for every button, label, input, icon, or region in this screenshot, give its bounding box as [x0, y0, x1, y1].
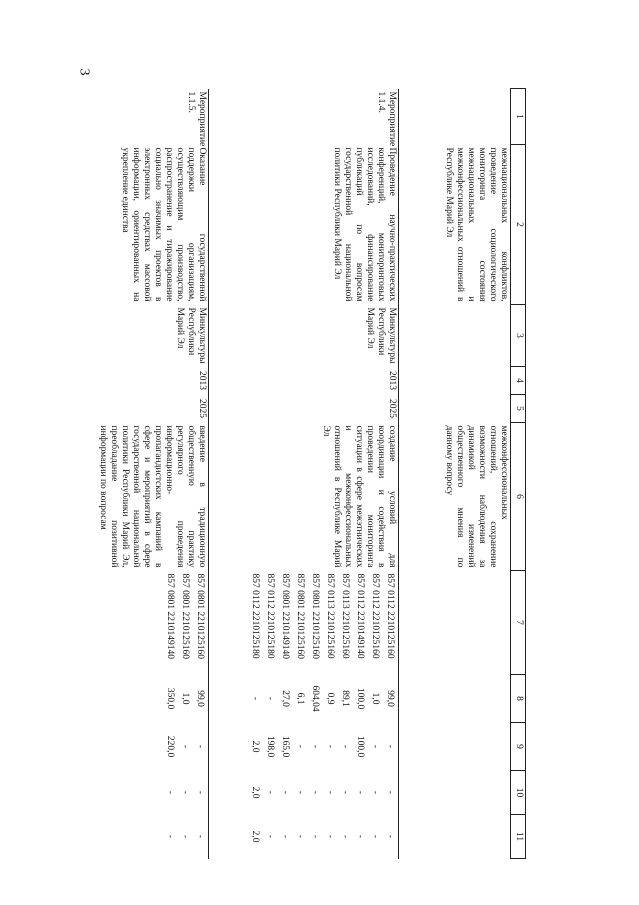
start-year: 2013	[209, 367, 399, 395]
budget-line-c8: 99,0	[195, 690, 205, 707]
measure-description: Проведение научно-практических конференций, мониторинговых исследований, финансирование публикаций по вопросам государственной национальной политики Республики Марий Эл	[209, 145, 399, 305]
budget-line-c8: 6,1	[295, 692, 305, 705]
event-id: Мероприятие 1.1.4.	[209, 89, 399, 145]
amount-col-11	[209, 815, 399, 859]
budget-line-c8: 99,0	[385, 690, 395, 707]
header-col-3: 3	[511, 305, 526, 367]
budget-line-c8: 604,04	[310, 685, 320, 712]
measure-description: Оказание государственной поддержки организациям, осуществляющим производство, распространение и тиражирование социально значимых проектов в электронных средствах массовой информации, ориентированных на укрепление единства	[96, 145, 209, 305]
header-col-8: 8	[511, 675, 526, 723]
header-col-7: 7	[511, 571, 526, 675]
budget-line-code: 857 0801 2210125160	[295, 573, 305, 659]
budget-line-code: 857 0112 2210149140	[355, 573, 365, 659]
amount-col-11	[96, 815, 209, 859]
amount-col-8	[96, 675, 209, 723]
budget-line-c10: -	[340, 790, 350, 795]
event-id: Мероприятие 1.1.5.	[96, 89, 209, 145]
budget-line-c9: -	[340, 744, 350, 749]
budget-line-c11: -	[310, 834, 320, 839]
budget-line-c10: -	[195, 790, 205, 795]
table-row-event-115	[96, 89, 209, 859]
budget-line-code: 857 0113 2210125160	[340, 573, 350, 659]
budget-line-code: 857 0801 2210125160	[180, 573, 190, 659]
budget-table-sheet	[98, 88, 526, 858]
budget-line-c10: -	[180, 790, 190, 795]
budget-line-c10: -	[385, 790, 395, 795]
budget-line-c11: -	[195, 834, 205, 839]
budget-line-code: 857 0112 2210125180	[265, 573, 275, 659]
budget-line-c10: -	[295, 790, 305, 795]
budget-line-c9: -	[180, 744, 190, 749]
budget-line-c9: -	[195, 744, 205, 749]
header-col-9: 9	[511, 723, 526, 771]
budget-line-c11: -	[385, 834, 395, 839]
header-col-10: 10	[511, 771, 526, 815]
budget-line-c10: -	[355, 790, 365, 795]
budget-line-code: 857 0801 2210149140	[280, 573, 290, 659]
budget-line-c11: 2,0	[250, 830, 260, 843]
measure-description: межнациональных конфликтов, проведение социологического мониторинга состояния межнациональных и межконфессиональных отношений в Республике Марий Эл	[444, 147, 509, 302]
amount-col-8	[209, 675, 399, 723]
budget-line-c9: -	[370, 744, 380, 749]
end-year: 2025	[209, 395, 399, 423]
budget-line-c9: -	[325, 744, 335, 749]
budget-line-c8: 100,0	[355, 687, 365, 710]
budget-line-c11: -	[370, 834, 380, 839]
amount-col-10	[96, 771, 209, 815]
budget-line-c11: -	[355, 834, 365, 839]
end-year: 2025	[96, 395, 209, 423]
budget-line-c9: -	[310, 744, 320, 749]
budget-line-c9: 2,0	[250, 740, 260, 753]
expected-result: межконфессиональных отношений, сохранение возможности наблюдения за динамикой изменений общественного мнения по данному вопросу	[444, 425, 509, 568]
page-number: 3	[76, 68, 92, 76]
expected-result: введение в традиционную общественную практику регулярного проведения информационно-пропагандистских кампаний в сфере и мероприятий в сфере государственной национальной политики Республики Марий Эл, преобладание позитивной информации по вопросам	[96, 423, 209, 571]
budget-line-c9: -	[385, 744, 395, 749]
budget-line-c10: -	[265, 790, 275, 795]
table-row-event-114	[209, 89, 399, 859]
budget-line-c10: -	[325, 790, 335, 795]
expected-result: создание условий для координации и содействия в проведении мониторинга ситуации в сфере межэтнических и межконфессиональных отношений в Республике Марий Эл	[209, 423, 399, 571]
budget-line-c8: 89,1	[340, 690, 350, 707]
budget-line-code: 857 0801 2210125160	[310, 573, 320, 659]
budget-line-c10: -	[165, 790, 175, 795]
header-col-11: 11	[511, 815, 526, 859]
budget-line-c8: 27,0	[280, 690, 290, 707]
budget-line-c10: 2,0	[250, 786, 260, 799]
budget-codes	[209, 571, 399, 675]
budget-line-c8: 350,0	[165, 687, 175, 710]
budget-line-code: 857 0112 2210125160	[370, 573, 380, 659]
budget-table	[96, 88, 526, 859]
budget-line-c8: 0,9	[325, 692, 335, 705]
budget-line-c8: 1,0	[370, 692, 380, 705]
budget-line-c9: -	[295, 744, 305, 749]
header-col-6: 6	[511, 423, 526, 571]
header-col-1: 1	[511, 89, 526, 145]
amount-col-9	[209, 723, 399, 771]
budget-line-c8: -	[250, 696, 260, 701]
header-row	[511, 89, 526, 859]
header-col-5: 5	[511, 395, 526, 423]
budget-line-c9: 198,0	[265, 735, 275, 758]
budget-line-c11: -	[280, 834, 290, 839]
amount-col-10	[209, 771, 399, 815]
budget-line-c10: -	[370, 790, 380, 795]
budget-line-c11: -	[165, 834, 175, 839]
executor: Минкультуры Республики Марий Эл	[96, 305, 209, 367]
budget-line-c11: -	[340, 834, 350, 839]
budget-line-code: 857 0801 2210125160	[195, 573, 205, 659]
budget-line-code: 857 0113 2210125160	[325, 573, 335, 659]
budget-line-c11: -	[295, 834, 305, 839]
start-year: 2013	[96, 367, 209, 395]
budget-line-c8: -	[265, 696, 275, 701]
executor: Минкультуры Республики Марий Эл	[209, 305, 399, 367]
header-col-2: 2	[511, 145, 526, 305]
amount-col-9	[96, 723, 209, 771]
budget-line-code: 857 0112 2210125180	[250, 573, 260, 659]
budget-line-c10: -	[310, 790, 320, 795]
header-col-4: 4	[511, 367, 526, 395]
budget-line-c11: -	[265, 834, 275, 839]
budget-line-c9: 220,0	[165, 735, 175, 758]
budget-line-c11: -	[180, 834, 190, 839]
budget-line-code: 857 0112 2210125160	[385, 573, 395, 659]
budget-codes	[96, 571, 209, 675]
budget-line-code: 857 0801 2210149140	[165, 573, 175, 659]
budget-line-c10: -	[280, 790, 290, 795]
budget-line-c9: 165,0	[280, 735, 290, 758]
budget-line-c11: -	[325, 834, 335, 839]
table-row-continuation	[399, 89, 511, 859]
budget-line-c9: 100,0	[355, 735, 365, 758]
budget-line-c8: 1,0	[180, 692, 190, 705]
